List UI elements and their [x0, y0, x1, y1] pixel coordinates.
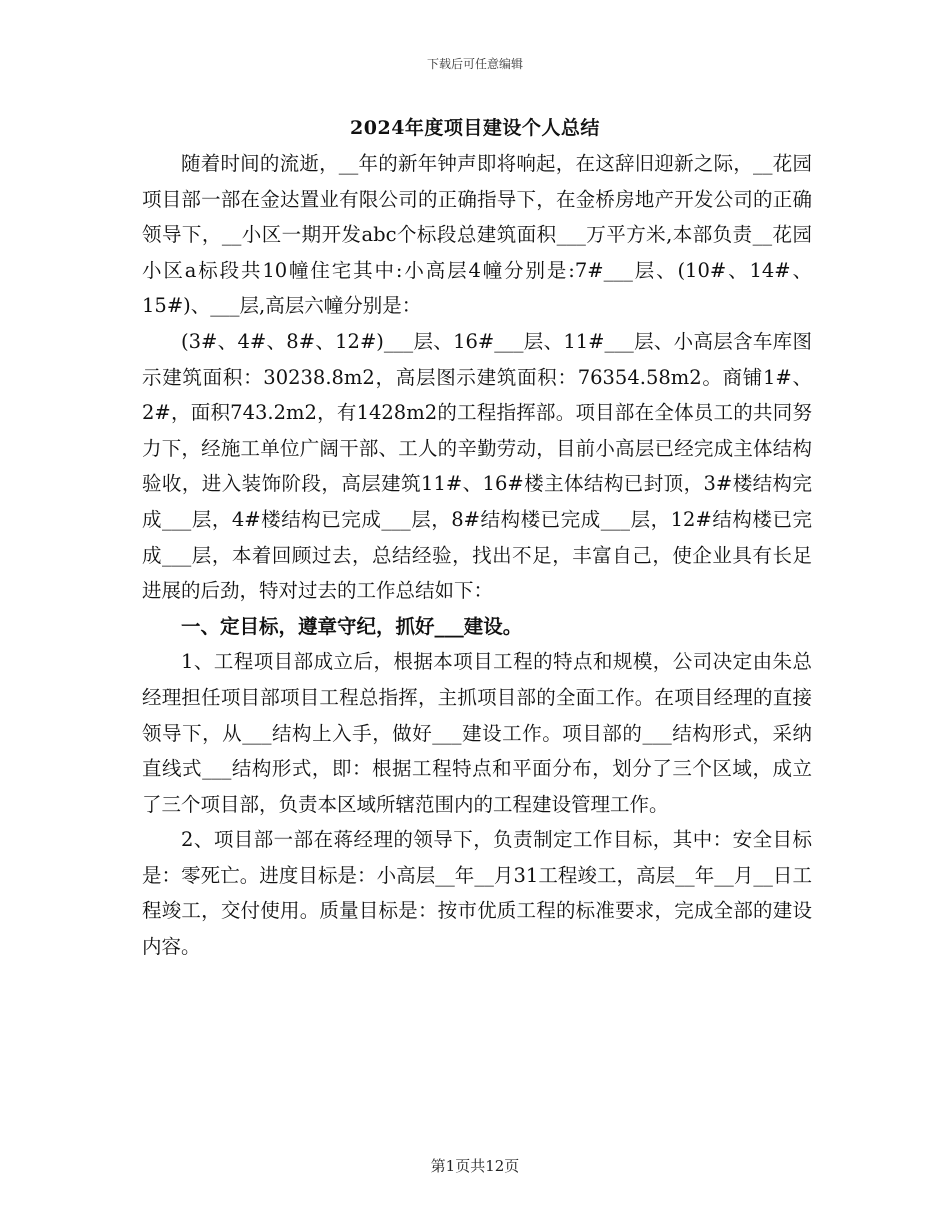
paragraph-progress: (3#、4#、8#、12#)___层、16#___层、11#___层、小高层含车库图示建筑面积：30238.8m2，高层图示建筑面积：76354.58m2。商铺1#、2#，面积743.2m2，有1428m2的工程指挥部。项目部在全体员工的共同努力下，经施工单位广阔干部、工人的辛勤劳动，目前小高层已经完成主体结构验收，进入装饰阶段，高层建筑11#、16#楼主体结构已封顶，3#楼结构完成___层，4#楼结构已完成___层，8#结构楼已完成___层，12#结构楼已完成___层，本着回顾过去，总结经验，找出不足，丰富自己，使企业具有长足进展的后劲，特对过去的工作总结如下：: [142, 329, 812, 603]
paragraph-intro: 随着时间的流逝，__年的新年钟声即将响起，在这辞旧迎新之际，__花园项目部一部在金达置业有限公司的正确指导下，在金桥房地产开发公司的正确领导下，__小区一期开发abc个标段总建筑面积___万平方米,本部负责__花园小区a标段共10幢住宅其中:小高层4幢分别是:7#___层、(10#、14#、15#)、___层,高层六幢分别是：: [142, 152, 812, 318]
section-heading: 一、定目标，遵章守纪，抓好___建设。: [181, 614, 523, 638]
paragraph-item-1: 1、工程项目部成立后，根据本项目工程的特点和规模，公司决定由朱总经理担任项目部项目工程总指挥，主抓项目部的全面工作。在项目经理的直接领导下，从___结构上入手，做好___建设工作。项目部的___结构形式，采纳直线式___结构形式，即：根据工程特点和平面分布，划分了三个区域，成立了三个项目部，负责本区域所辖范围内的工程建设管理工作。: [142, 650, 812, 816]
paragraph-item-2: 2、项目部一部在蒋经理的领导下，负责制定工作目标，其中：安全目标是：零死亡。进度目标是：小高层__年__月31工程竣工，高层__年__月__日工程竣工，交付使用。质量目标是：按市优质工程的标准要求，完成全部的建设内容。: [142, 828, 812, 959]
header-note: 下载后可任意编辑: [426, 57, 523, 71]
page-number: 第1页共12页: [430, 1157, 520, 1175]
document-body: [142, 146, 812, 965]
document-title: 2024年度项目建设个人总结: [350, 117, 600, 139]
